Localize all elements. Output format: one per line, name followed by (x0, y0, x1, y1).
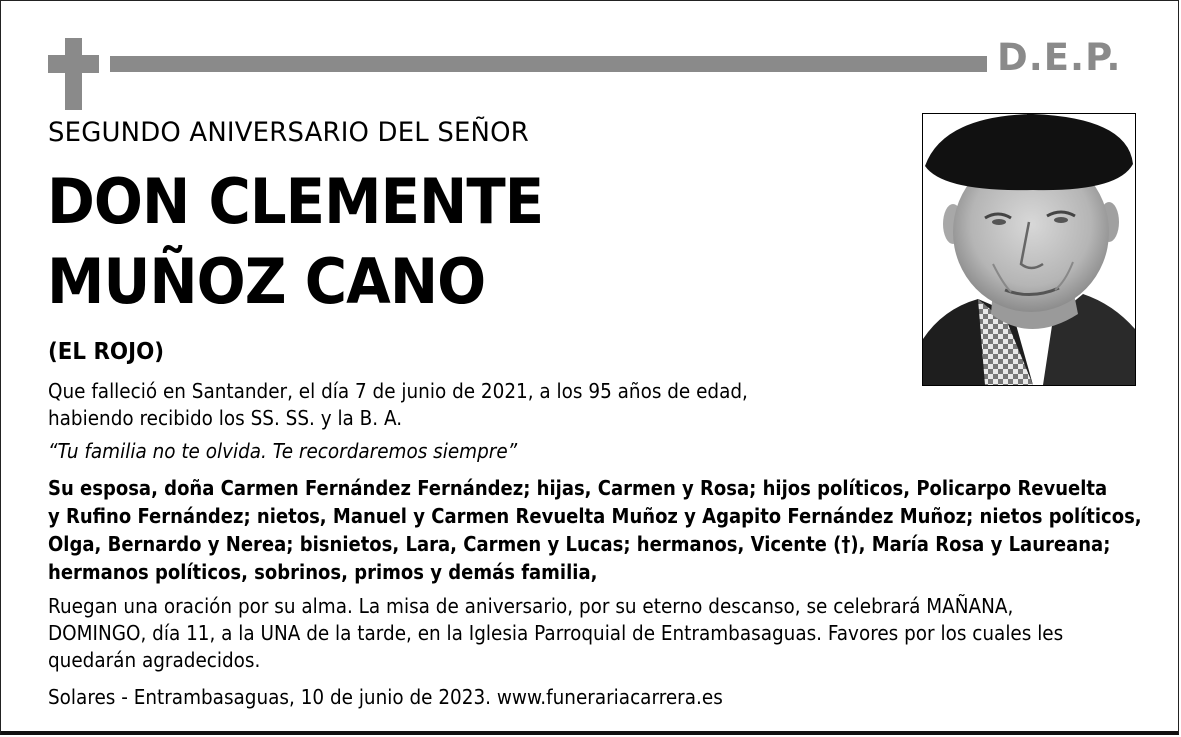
portrait-image (923, 114, 1135, 385)
mass-line: Ruegan una oración por su alma. La misa de aniversario, por su eterno descanso, se celebrará MAÑANA, (48, 594, 1014, 618)
notice-footer: Solares - Entrambasaguas, 10 de junio de 2023. www.funerariacarrera.es (48, 685, 723, 709)
portrait-photo (922, 113, 1136, 386)
memorial-quote: “Tu familia no te olvida. Te recordaremos siempre” (48, 439, 518, 463)
mass-announcement (48, 593, 1063, 674)
dep-label: D.E.P. (997, 36, 1122, 79)
cross-icon (65, 38, 82, 110)
deceased-nickname: (EL ROJO) (48, 339, 165, 365)
notice-subtitle: SEGUNDO ANIVERSARIO DEL SEÑOR (48, 117, 529, 148)
death-details-line: habiendo recibido los SS. SS. y la B. A. (48, 406, 403, 430)
family-line: hermanos políticos, sobrinos, primos y demás familia, (48, 560, 598, 584)
deceased-name-line2: MUÑOZ CANO (47, 245, 486, 318)
family-line: Olga, Bernardo y Nerea; bisnietos, Lara, Carmen y Lucas; hermanos, Vicente (†), María Rosa y Laureana; (48, 532, 1111, 556)
mass-line: quedarán agradecidos. (48, 648, 261, 672)
header-rule (110, 56, 987, 72)
death-details-line: Que falleció en Santander, el día 7 de junio de 2021, a los 95 años de edad, (48, 379, 748, 403)
cross-icon-bar (48, 55, 99, 73)
family-line: Su esposa, doña Carmen Fernández Fernández; hijas, Carmen y Rosa; hijos políticos, Policarpo Revuelta (48, 476, 1108, 500)
mass-line: DOMINGO, día 11, a la UNA de la tarde, en la Iglesia Parroquial de Entrambasaguas. Favores por los cuales les (48, 621, 1064, 645)
deceased-name-line1: DON CLEMENTE (47, 165, 544, 238)
family-list (48, 474, 1142, 586)
death-details (48, 378, 748, 432)
family-line: y Rufino Fernández; nietos, Manuel y Carmen Revuelta Muñoz y Agapito Fernández Muñoz; nietos políticos, (48, 504, 1142, 528)
